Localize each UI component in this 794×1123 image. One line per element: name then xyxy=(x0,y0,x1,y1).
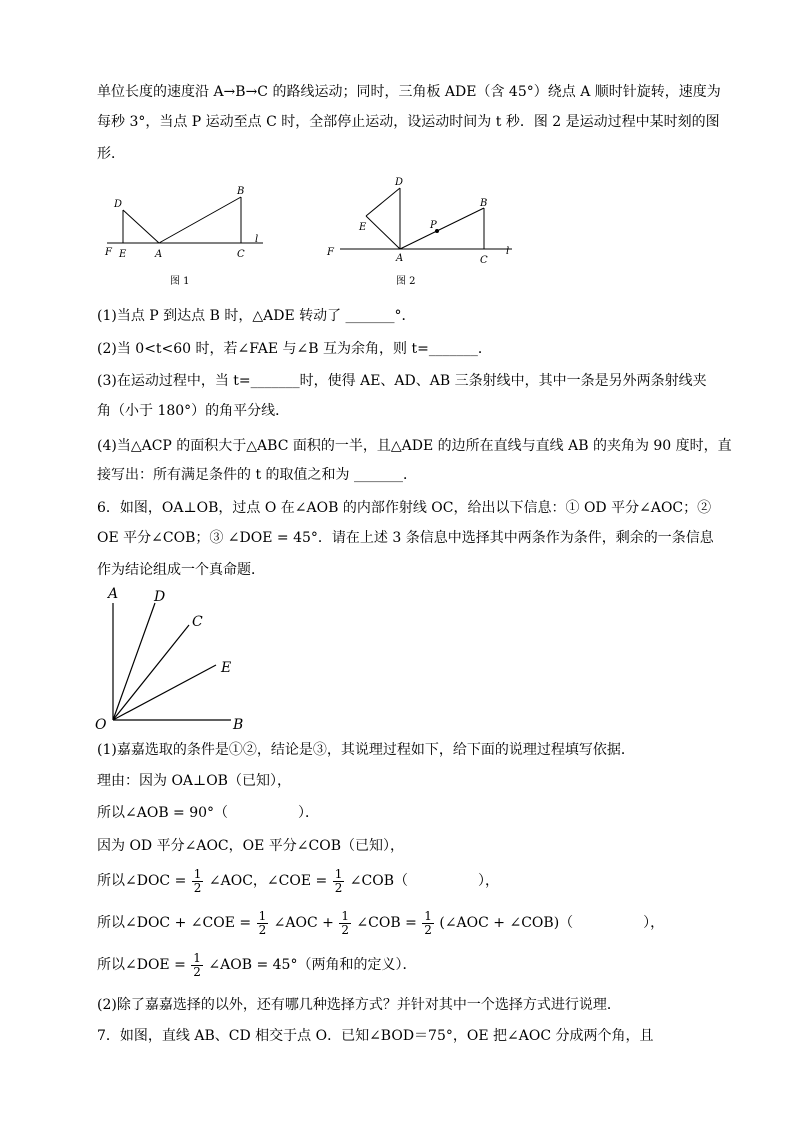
label-f: F xyxy=(105,247,112,258)
segment-ab xyxy=(159,197,241,243)
reason-5-text-b: ∠AOC + xyxy=(273,915,334,931)
fraction-half: $\frac{1}{2}$ xyxy=(193,866,202,895)
label-o: O xyxy=(95,717,107,733)
reason-4-text-b: ∠AOC，∠COE = xyxy=(208,873,328,889)
segment-da xyxy=(123,210,159,243)
q6-reason-2: 所以∠AOB = 90°（ ）． xyxy=(97,805,320,821)
figure-1-caption: 图 1 xyxy=(170,276,190,287)
ray-od xyxy=(113,603,155,720)
label-b: B xyxy=(237,186,245,197)
figure-2 xyxy=(320,170,520,295)
segment-ab xyxy=(400,208,484,249)
ray-oe xyxy=(113,665,216,720)
reason-4-text-a: 所以∠DOC = xyxy=(97,873,187,889)
segment-de xyxy=(366,188,400,216)
label-f: F xyxy=(327,247,334,258)
q6-sub-2: (2)除了嘉嘉选择的以外，还有哪几种选择方式？并针对其中一个选择方式进行说理． xyxy=(97,997,621,1013)
q6-reason-6 xyxy=(97,950,416,980)
intro-line-1: 单位长度的速度沿 A→B→C 的路线运动；同时，三角板 ADE（含 45°）绕点 A 顺时针旋转，速度为 xyxy=(97,84,721,100)
q6-reason-5 xyxy=(97,908,664,938)
q5-part-3-line-1: (3)在运动过程中，当 t=_______时，使得 AE、AD、AB 三条射线中，其中一条是另外两条射线夹 xyxy=(97,373,707,389)
q6-reason-4 xyxy=(97,866,499,896)
figure-2-caption: 图 2 xyxy=(396,276,416,287)
label-c: C xyxy=(480,255,488,266)
intro-line-2: 每秒 3°，当点 P 运动至点 C 时，全部停止运动，设运动时间为 t 秒．图 2 是运动过程中某时刻的图 xyxy=(97,114,720,130)
fraction-half: $\frac{1}{2}$ xyxy=(193,950,201,979)
q5-part-4-line-1: (4)当△ACP 的面积大于△ABC 面积的一半，且△ADE 的边所在直线与直线 AB 的夹角为 90 度时，直 xyxy=(97,438,732,454)
reason-6-text-b: ∠AOB = 45°（两角和的定义）． xyxy=(208,957,417,973)
q6-line-3: 作为结论组成一个真命题． xyxy=(97,562,265,578)
fraction-half: $\frac{1}{2}$ xyxy=(334,866,343,895)
label-c: C xyxy=(237,249,245,260)
reason-4-text-c: ∠COB（ ）， xyxy=(349,873,499,889)
q5-part-3-line-2: 角（小于 180°）的角平分线． xyxy=(97,403,290,419)
label-e: E xyxy=(359,222,367,233)
reason-5-text-a: 所以∠DOC + ∠COE = xyxy=(97,915,252,931)
reason-6-text-a: 所以∠DOE = xyxy=(97,957,186,973)
label-b: B xyxy=(233,717,244,733)
ray-oc xyxy=(113,625,189,720)
label-l: l xyxy=(255,234,259,245)
label-d: D xyxy=(114,199,123,210)
q5-part-4-line-2: 接写出：所有满足条件的 t 的取值之和为 _______． xyxy=(97,467,417,483)
label-d: D xyxy=(395,177,404,188)
q6-reason-3: 因为 OD 平分∠AOC，OE 平分∠COB（已知）， xyxy=(97,838,404,854)
q6-reason-1: 理由：因为 OA⊥OB（已知）， xyxy=(97,773,291,789)
label-e: E xyxy=(119,249,127,260)
reason-5-text-d: (∠AOC + ∠COB)（ ）， xyxy=(439,915,665,931)
q5-part-1: (1)当点 P 到达点 B 时，△ADE 转动了 _______°． xyxy=(97,308,416,324)
figure-q6 xyxy=(92,585,262,735)
label-a: A xyxy=(155,249,163,260)
label-e: E xyxy=(221,660,232,676)
label-a: A xyxy=(396,253,404,264)
q6-line-2: OE 平分∠COB；③ ∠DOE = 45°．请在上述 3 条信息中选择其中两条作为条件，剩余的一条信息 xyxy=(97,530,714,546)
q6-sub-1: (1)嘉嘉选取的条件是①②，结论是③，其说理过程如下，给下面的说理过程填写依据． xyxy=(97,742,635,758)
reason-5-text-c: ∠COB = xyxy=(356,915,417,931)
label-a: A xyxy=(108,586,119,602)
segment-ea xyxy=(366,216,400,249)
label-d: D xyxy=(154,589,166,605)
fraction-half: $\frac{1}{2}$ xyxy=(424,908,432,937)
intro-line-3: 形． xyxy=(97,146,125,162)
label-p: P xyxy=(430,220,437,231)
fraction-half: $\frac{1}{2}$ xyxy=(258,908,267,937)
figure-1 xyxy=(95,180,275,295)
label-b: B xyxy=(480,198,488,209)
q6-line-1: 6．如图，OA⊥OB，过点 O 在∠AOB 的内部作射线 OC，给出以下信息：① OD 平分∠AOC；② xyxy=(97,500,712,516)
q7-line-1: 7．如图，直线 AB、CD 相交于点 O．已知∠BOD＝75°，OE 把∠AOC 分成两个角，且 xyxy=(97,1028,654,1044)
label-c: C xyxy=(192,614,203,630)
q5-part-2: (2)当 0<t<60 时，若∠FAE 与∠B 互为余角，则 t=_______． xyxy=(97,341,492,357)
label-l: l xyxy=(506,246,510,257)
fraction-half: $\frac{1}{2}$ xyxy=(341,908,349,937)
